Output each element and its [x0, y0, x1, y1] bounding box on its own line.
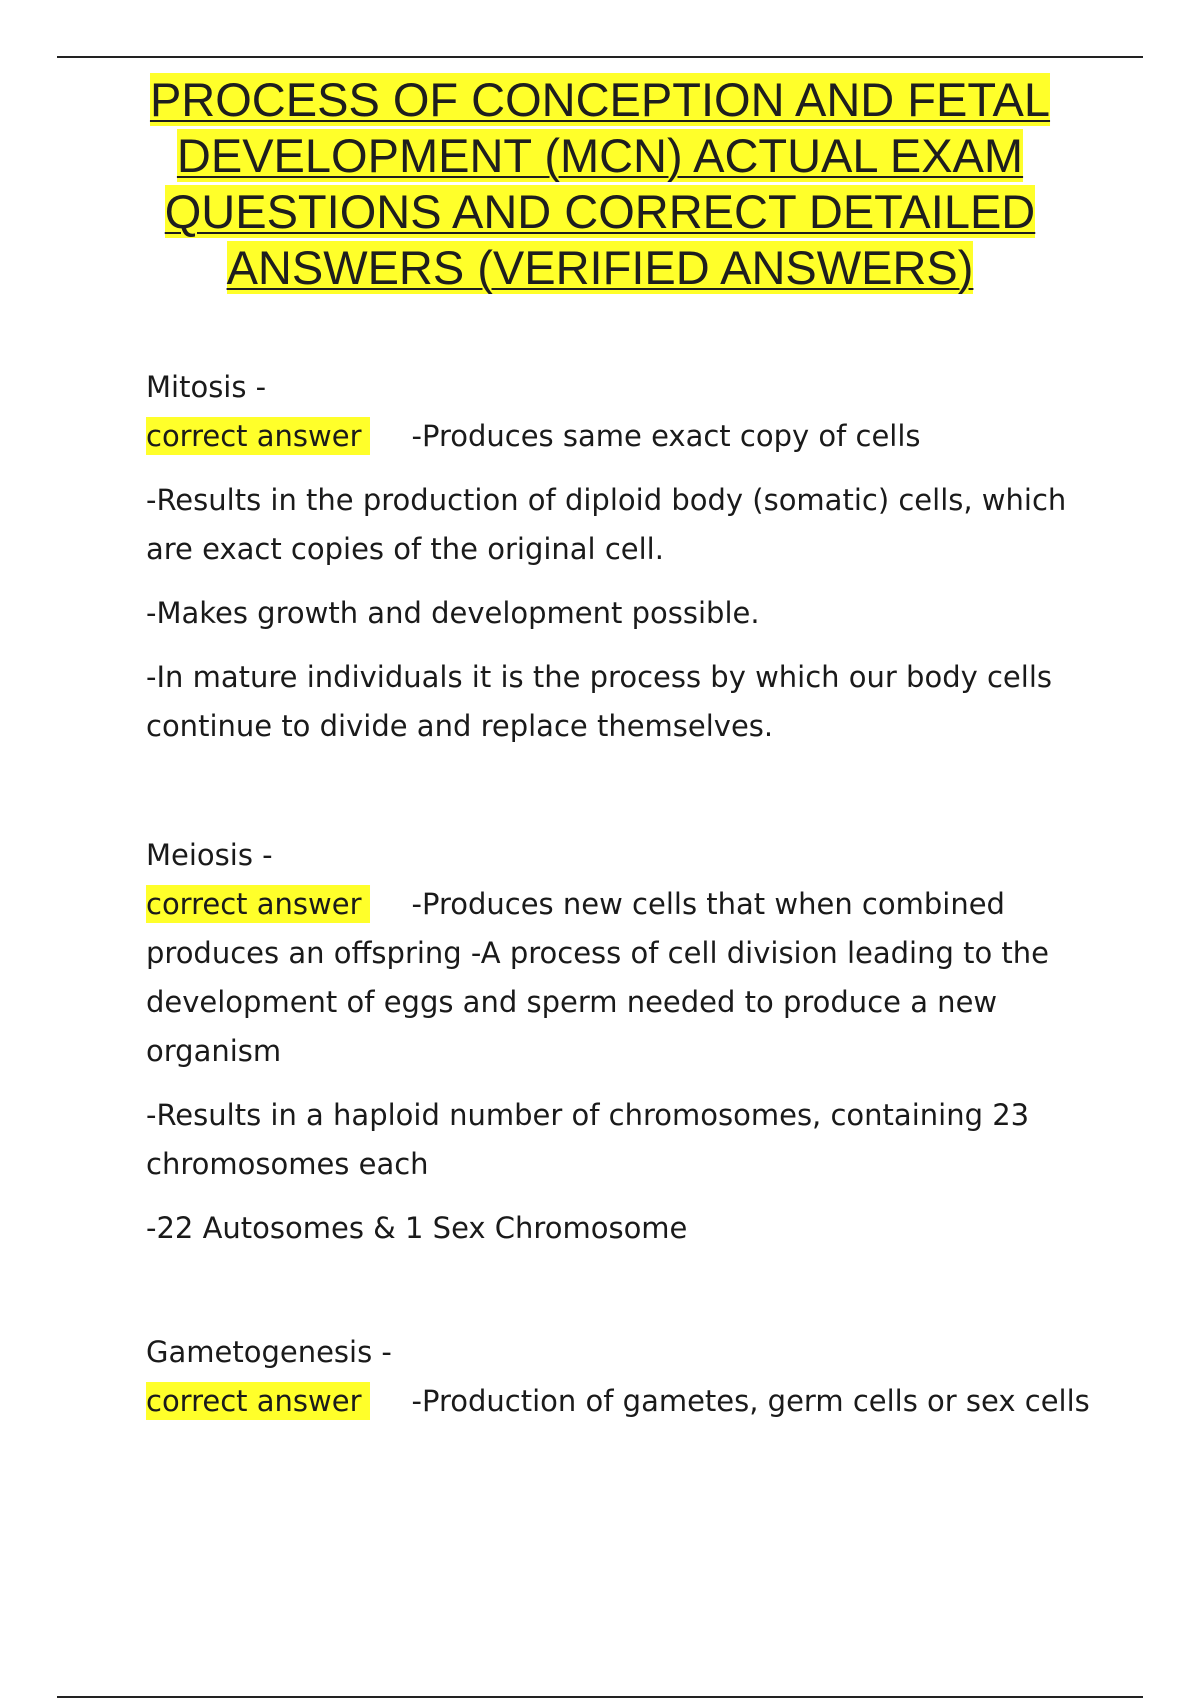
answer-line-mitosis	[146, 412, 1106, 461]
top-rule	[57, 56, 1143, 58]
section-gametogenesis	[146, 1328, 1106, 1426]
answer-first-line: -Produces new cells that when combined	[411, 887, 1005, 921]
paragraph: -Makes growth and development possible.	[146, 596, 760, 630]
term-gametogenesis: Gametogenesis -	[146, 1335, 392, 1369]
correct-answer-badge: correct answer	[146, 417, 370, 455]
answer-line-meiosis	[146, 880, 1106, 929]
section-mitosis	[146, 363, 1106, 751]
answer-line-gametogenesis	[146, 1377, 1106, 1426]
correct-answer-badge: correct answer	[146, 1382, 370, 1420]
term-meiosis: Meiosis -	[146, 838, 273, 872]
paragraph: -22 Autosomes & 1 Sex Chromosome	[146, 1211, 688, 1245]
correct-answer-badge: correct answer	[146, 885, 370, 923]
paragraph: -Results in the production of diploid body (somatic) cells, which are exact copies of the original cell.	[146, 483, 1067, 566]
term-mitosis: Mitosis -	[146, 370, 267, 404]
section-meiosis	[146, 831, 1106, 1253]
answer-first-line: -Production of gametes, germ cells or sex cells	[411, 1384, 1090, 1418]
paragraph: -In mature individuals it is the process by which our body cells continue to divide and replace themselves.	[146, 660, 1052, 743]
bottom-rule	[57, 1696, 1143, 1698]
answer-continuation: produces an offspring -A process of cell division leading to the development of eggs and sperm needed to produce a new organism	[146, 936, 1050, 1068]
document-title-text: PROCESS OF CONCEPTION AND FETAL DEVELOPMENT (MCN) ACTUAL EXAM QUESTIONS AND CORRECT DETAILED ANSWERS (VERIFIED ANSWERS)	[149, 73, 1051, 294]
answer-first-line: -Produces same exact copy of cells	[411, 419, 921, 453]
paragraph: -Results in a haploid number of chromosomes, containing 23 chromosomes each	[146, 1098, 1030, 1181]
document-title	[130, 72, 1070, 296]
